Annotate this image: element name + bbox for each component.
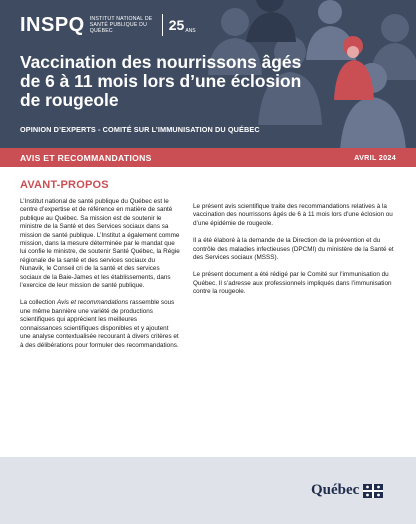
logo-separator [162,14,163,36]
cover-header [0,0,416,148]
right-column [193,203,398,306]
paragraph: Il a été élaboré à la demande de la Direction de la prévention et du contrôle des maladies infectieuses (DPCMI) du ministère de la Santé et des Services sociaux (MSSS). [193,237,394,262]
quebec-wordmark: Québec [311,482,360,498]
document-body [0,167,416,457]
quebec-fleur-de-lis-flag [363,484,383,498]
collection-name: Avis et recommandations [57,299,129,307]
paragraph: Le présent document a été rédigé par le Comité sur l’immunisation du Québec. Il s’adresse aux professionnels impliqués dans l’immunisation contre la rougeole. [193,271,392,296]
publication-date: AVRIL 2024 [354,153,396,162]
paragraph: Le présent avis scientifique traite des recommandations relatives à la vaccination des nourrissons âgés de 6 à 11 mois lors d’une éclosion ou d’une épidémie de rougeole. [193,203,393,227]
anniversary-number: 25 [168,17,185,33]
anniversary-word: ANS [185,28,196,34]
category-banner [0,148,416,167]
collection-prefix: La collection [20,299,58,307]
inspq-logo-wordmark: INSPQ [20,14,85,36]
collection-suffix: rassemble sous une même bannière une variété de productions scientifiques qui apprécient les meilleures connaissances scientifiques disponibles et y ajoutent une analyse contextualisée recourant à divers critères et à des délibérations pour formuler des recommandations. [20,299,179,349]
inspq-logo[interactable] [20,14,196,36]
left-column [20,179,180,350]
inspq-logo-institution: INSTITUT NATIONAL DE SANTÉ PUBLIQUE DU QUÉBEC [89,16,153,34]
paragraph: L’Institut national de santé publique du Québec est le centre d’expertise et de référence en matière de santé publique au Québec. Sa mission est de soutenir le ministre de la Santé et des Services sociaux dans sa mission de santé publique. L’Institut a également comme mission, dans la mesure déterminée par le mandat que lui confie le ministre, de soutenir Santé Québec, la Régie régionale de la santé et des services sociaux du Nunavik, le Conseil cri de la santé et des services sociaux de la Baie-James et les établissements, dans l’exercice de leur mission de santé publique. [20,198,180,290]
category-label: AVIS ET RECOMMANDATIONS [20,152,152,163]
document-title: Vaccination des nourrissons âgés de 6 à 11 mois lors d’une éclosion de rougeole [20,52,302,110]
section-title-avant-propos: AVANT-PROPOS [20,179,109,191]
cover-footer [0,457,416,524]
quebec-government-logo[interactable] [311,483,383,498]
paragraph-collection [20,299,180,349]
document-subtitle: OPINION D’EXPERTS - COMITÉ SUR L’IMMUNISATION DU QUÉBEC [20,125,260,134]
